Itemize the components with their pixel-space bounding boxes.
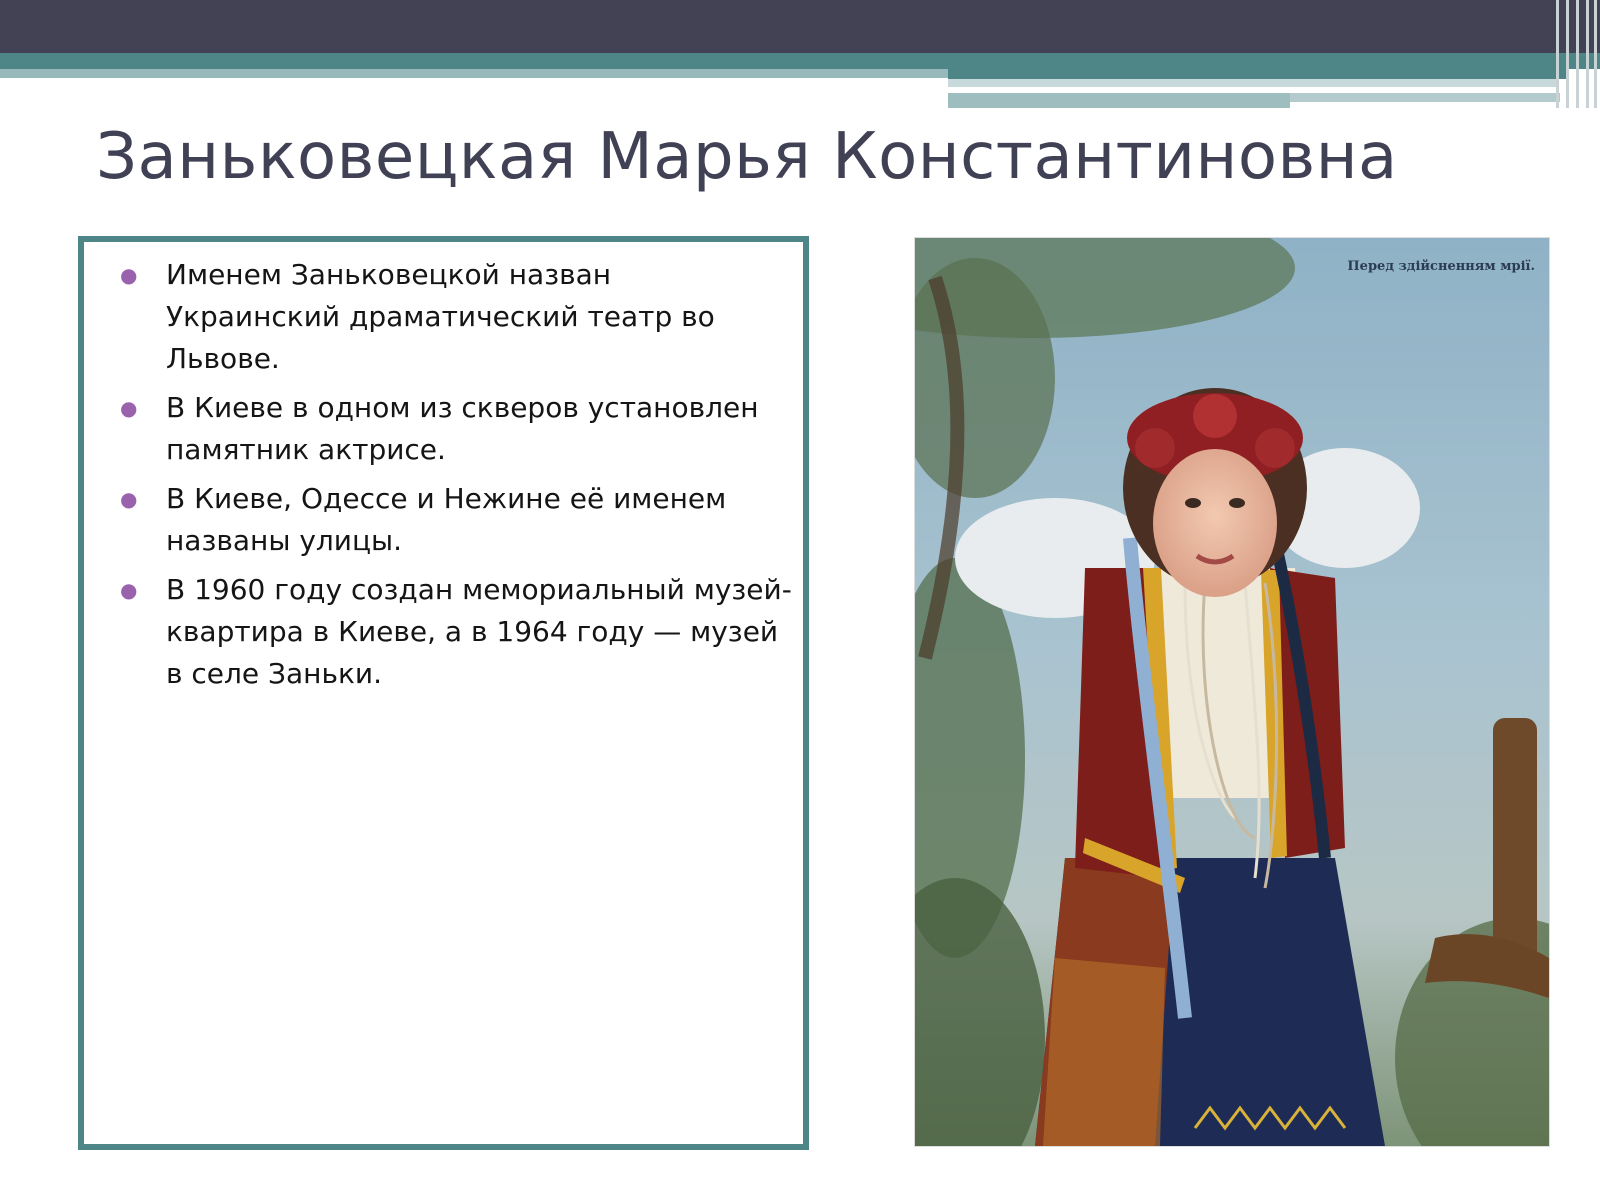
header-stripe [0, 69, 948, 78]
bullet-icon: ● [120, 578, 138, 602]
slide-title: Заньковецкая Марья Константиновна [96, 120, 1398, 194]
list-item [84, 254, 746, 380]
header-bar [0, 0, 1600, 53]
bullet-icon: ● [120, 263, 138, 287]
bullet-list [84, 242, 803, 695]
bullet-icon: ● [120, 487, 138, 511]
bullet-text: В 1960 году создан мемориальный музей-квартира в Киеве, а в 1964 году — музей в селе Заньки. [166, 573, 792, 690]
header-stripe [948, 93, 1290, 108]
bullet-text: В Киеве в одном из скверов установлен памятник актрисе. [166, 391, 759, 466]
actress-photo [914, 237, 1550, 1147]
list-item [84, 569, 796, 695]
header-accent-bar [0, 53, 1600, 69]
text-panel [78, 236, 809, 1150]
header-edge-lines [1552, 0, 1600, 108]
header-stripe [948, 79, 1558, 87]
list-item [84, 478, 766, 562]
header-stripe [948, 69, 1568, 79]
bullet-icon: ● [120, 396, 138, 420]
bullet-text: В Киеве, Одессе и Нежине её именем названы улицы. [166, 482, 727, 557]
header-stripe [1290, 93, 1560, 102]
bullet-text: Именем Заньковецкой назван Украинский драматический театр во Львове. [166, 258, 715, 375]
photo-caption: Перед здійсненням мрії. [1347, 259, 1535, 274]
list-item [84, 387, 806, 471]
